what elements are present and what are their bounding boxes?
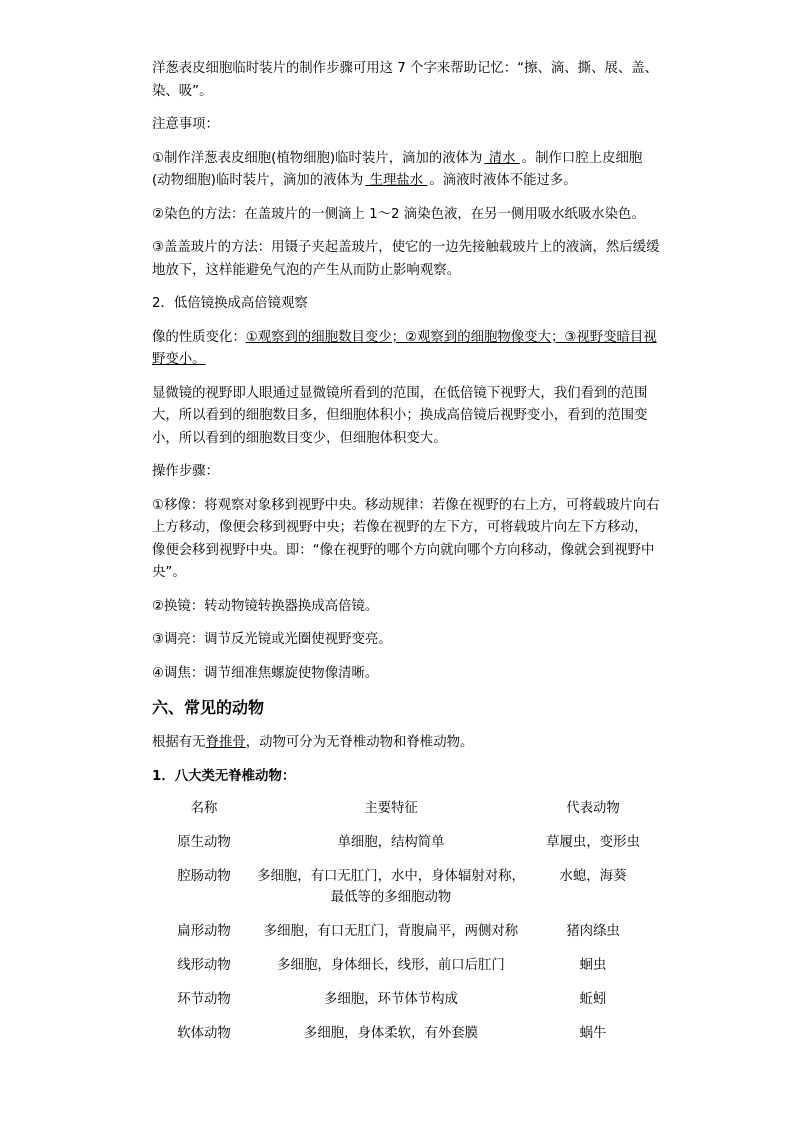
invertebrates-table xyxy=(152,798,660,1057)
image-change-text: ①观察到的细胞数目变少；②观察到的细胞物像变大；③视野变暗目视野变小。 xyxy=(152,329,657,367)
cell-feature: 多细胞，有口无肛门，水中，身体辐射对称，最低等的多细胞动物 xyxy=(257,869,525,905)
operation-step-3: ③调亮：调节反光镜或光圈使视野变亮。 xyxy=(152,632,392,647)
section-6-intro-b: ，动物可分为无脊椎动物和脊椎动物。 xyxy=(245,735,474,750)
cell-feature: 多细胞，环节体节构成 xyxy=(324,992,458,1007)
header-feature: 主要特征 xyxy=(364,801,418,816)
header-example: 代表动物 xyxy=(566,801,620,816)
cell-feature: 多细胞，身体细长，线形，前口后肛门 xyxy=(277,958,505,973)
notes-item-2: ②染色的方法：在盖玻片的一侧滴上 1～2 滴染色液，在另一侧用吸水纸吸水染色。 xyxy=(152,206,645,222)
notes-title: 注意事项： xyxy=(152,117,219,132)
image-change-label: 像的性质变化： xyxy=(152,329,246,345)
table-row xyxy=(152,832,660,866)
notes-item-1 xyxy=(152,148,660,193)
section-6-heading: 六、常见的动物 xyxy=(152,698,265,717)
operation-step-4: ④调焦：调节细准焦螺旋使物像清晰。 xyxy=(152,665,379,681)
notes-item-1-part-c: 。滴液时液体不能过多。 xyxy=(429,173,577,188)
cell-feature: 单细胞，结构简单 xyxy=(337,835,445,850)
section-2-title: 2．低倍镜换成高倍镜观察 xyxy=(152,296,308,311)
cell-feature: 多细胞，有口无肛门，背腹扁平，两侧对称 xyxy=(263,924,519,939)
invertebrates-subtitle: 1．八大类无脊椎动物： xyxy=(152,768,296,784)
operation-step-2: ②换镜：转动物镜转换器换成高倍镜。 xyxy=(152,598,379,614)
table-row xyxy=(152,955,660,989)
cell-name: 环节动物 xyxy=(177,992,231,1007)
cell-example: 蚯蚓 xyxy=(579,992,607,1007)
notes-item-3: ③盖盖玻片的方法：用镊子夹起盖玻片，使它的一边先接触载玻片上的液滴，然后缓缓地放下，这样能避免气泡的产生从而防止影响观察。 xyxy=(152,240,660,278)
section-6-intro-highlight: 脊推骨 xyxy=(205,735,246,750)
section-6-intro-a: 根据有无 xyxy=(152,735,206,750)
cell-name: 线形动物 xyxy=(177,958,231,973)
operation-step-1: ①移像：将观察对象移到视野中央。移动规律：若像在视野的右上方，可将载玻片向右上方移动，像便会移到视野中央；若像在视野的左下方，可将载玻片向左下方移动，像便会移到视野中央。即：“像在视野的哪个方向就向哪个方向移动，像就会到视野中央”。 xyxy=(152,497,660,580)
operations-title: 操作步骤： xyxy=(152,464,219,479)
notes-item-1-part-a: ①制作洋葱表皮细胞(植物细胞)临时装片，滴加的液体为 xyxy=(152,150,483,166)
image-change-paragraph xyxy=(152,327,660,372)
table-header-row xyxy=(152,798,660,832)
document-page xyxy=(152,58,660,1057)
table-row xyxy=(152,989,660,1023)
cell-feature: 多细胞，身体柔软，有外套膜 xyxy=(303,1026,479,1041)
cell-name: 扁形动物 xyxy=(177,924,231,939)
table-row xyxy=(152,921,660,955)
section-6-intro xyxy=(152,732,660,755)
header-name: 名称 xyxy=(190,801,218,816)
cell-example: 草履虫，变形虫 xyxy=(546,835,640,850)
cell-name: 原生动物 xyxy=(177,835,231,850)
cell-example: 水螅，海葵 xyxy=(559,869,627,884)
table-row xyxy=(152,866,660,921)
intro-paragraph: 洋葱表皮细胞临时装片的制作步骤可用这 7 个字来帮助记忆：“擦、滴、撕、展、盖、染、吸”。 xyxy=(152,61,659,99)
cell-name: 腔肠动物 xyxy=(177,869,231,884)
cell-example: 猪肉绦虫 xyxy=(566,924,620,939)
cell-name: 软体动物 xyxy=(177,1026,231,1041)
table-row xyxy=(152,1023,660,1057)
fill-answer-water: 清水 xyxy=(484,150,520,166)
fill-answer-saline: 生理盐水 xyxy=(365,173,428,188)
cell-example: 蛔虫 xyxy=(579,958,607,973)
field-of-view-explanation: 显微镜的视野即人眼通过显微镜所看到的范围，在低倍镜下视野大，我们看到的范围大，所以看到的细胞数目多，但细胞体积小；换成高倍镜后视野变小，看到的范围变小，所以看到的细胞数目变少，但细胞体积变大。 xyxy=(152,385,648,446)
notes-item-1-part-b: 。制作口腔上皮细胞(动物细胞)临时装片，滴加的液体为 xyxy=(152,150,643,188)
cell-example: 蜗牛 xyxy=(579,1026,607,1041)
